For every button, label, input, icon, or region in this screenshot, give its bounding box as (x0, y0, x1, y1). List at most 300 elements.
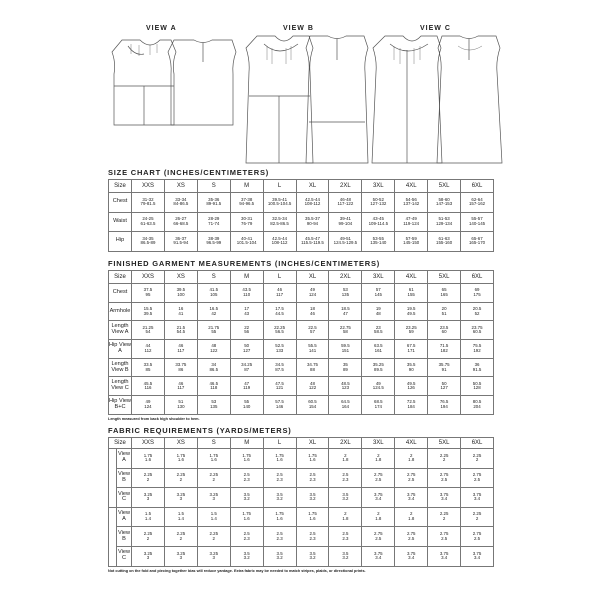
metric-value: 146 (275, 403, 284, 409)
metric-value: 2.3 (309, 476, 316, 482)
imperial-value: 3.75 (374, 550, 383, 556)
imperial-value: 72.5 (406, 399, 416, 405)
imperial-value: 22.5 (308, 324, 317, 330)
metric-value: 89.5 (374, 366, 383, 372)
value-cell (329, 340, 362, 359)
row-label: Hip View A (109, 340, 132, 359)
imperial-value: 57 (375, 287, 381, 293)
value-cell (263, 212, 296, 232)
size-header-cell: L (263, 271, 296, 284)
metric-value: 133 (275, 347, 284, 353)
value-cell (329, 212, 362, 232)
metric-value: 122 (210, 347, 218, 353)
value-cell (263, 340, 296, 359)
size-header-cell: XL (296, 271, 329, 284)
imperial-value: 22 (244, 324, 250, 330)
size-header-cell: XL (296, 180, 329, 193)
imperial-value: 2.25 (472, 511, 482, 517)
size-chart-table (108, 179, 494, 252)
value-cell (230, 193, 263, 213)
metric-value: 2.5 (375, 476, 382, 482)
value-cell (197, 527, 230, 547)
value-cell (329, 232, 362, 252)
metric-value: 2.5 (441, 476, 448, 482)
value-cell (164, 358, 197, 377)
imperial-value: 47-49 (405, 216, 417, 222)
imperial-value: 3.5 (309, 550, 316, 556)
metric-value: 1.6 (276, 457, 283, 463)
imperial-value: 2.5 (243, 472, 250, 478)
metric-value: 60.5 (472, 329, 482, 335)
imperial-value: 28-29 (208, 216, 220, 222)
value-cell (132, 193, 165, 213)
row-label: View B (117, 468, 132, 488)
imperial-value: 3.25 (176, 491, 186, 497)
finished-measurements-body (109, 271, 494, 415)
value-cell (230, 449, 263, 469)
metric-value: 2.3 (309, 535, 316, 541)
imperial-value: 16 (178, 305, 184, 311)
metric-value: 151 (341, 347, 350, 353)
metric-value: 192 (473, 347, 481, 353)
value-cell (230, 321, 263, 340)
fabric-width-label (109, 507, 117, 566)
metric-value: 2.3 (342, 535, 349, 541)
value-cell (230, 212, 263, 232)
metric-value: 2 (475, 516, 479, 522)
size-header-cell: S (197, 271, 230, 284)
metric-value: 157-162 (468, 201, 486, 207)
value-cell (197, 449, 230, 469)
metric-value: 3.4 (473, 555, 481, 561)
imperial-value: 2.5 (342, 472, 349, 478)
value-cell (230, 232, 263, 252)
value-cell (132, 212, 165, 232)
metric-value: 119 (243, 385, 251, 391)
metric-value: 82.5-86.5 (270, 220, 289, 226)
metric-value: 1.4 (210, 516, 217, 522)
size-header-cell: XS (164, 438, 197, 449)
size-header-cell: M (230, 271, 263, 284)
metric-value: 3.2 (243, 496, 250, 502)
table-row (109, 302, 494, 321)
imperial-value: 2.75 (374, 472, 383, 478)
value-cell (428, 358, 461, 377)
imperial-value: 41.5 (209, 287, 219, 293)
table-row (109, 358, 494, 377)
metric-value: 2.5 (408, 535, 415, 541)
imperial-value: 35 (342, 361, 348, 367)
table-row (109, 321, 494, 340)
value-cell (164, 212, 197, 232)
metric-value: 2.3 (342, 476, 349, 482)
metric-value: 145-150 (403, 240, 420, 246)
row-label: View A (117, 507, 132, 527)
metric-value: 49.5 (406, 310, 416, 316)
metric-value: 91.5 (472, 366, 482, 372)
imperial-value: 45.5 (143, 380, 153, 386)
value-cell (197, 302, 230, 321)
value-cell (362, 396, 395, 415)
size-header-cell: 4XL (395, 180, 428, 193)
imperial-value: 1.75 (143, 452, 153, 458)
value-cell (428, 212, 461, 232)
value-cell (230, 488, 263, 508)
imperial-value: 2 (377, 452, 380, 458)
value-cell (362, 193, 395, 213)
value-cell (164, 193, 197, 213)
imperial-value: 23.75 (471, 324, 483, 330)
value-cell (428, 284, 461, 303)
metric-value: 46 (310, 310, 315, 316)
metric-value: 1.8 (342, 516, 349, 522)
metric-value: 3.2 (276, 496, 283, 502)
imperial-value: 3.75 (374, 491, 383, 497)
value-cell (461, 212, 494, 232)
imperial-value: 49.5 (406, 380, 416, 386)
imperial-value: 20 (441, 305, 447, 311)
row-label: Length View A (109, 321, 132, 340)
metric-value: 2.5 (375, 535, 382, 541)
size-header-label: Size (109, 438, 132, 449)
imperial-value: 1.5 (144, 511, 152, 517)
value-cell (230, 546, 263, 566)
metric-value: 86.5 (209, 366, 219, 372)
value-cell (329, 321, 362, 340)
value-cell (461, 232, 494, 252)
size-header-cell: 3XL (362, 180, 395, 193)
value-cell (197, 468, 230, 488)
value-cell (132, 468, 165, 488)
metric-value: 1.6 (276, 516, 283, 522)
metric-value: 3.2 (243, 555, 250, 561)
value-cell (296, 340, 329, 359)
value-cell (296, 321, 329, 340)
size-header-cell: S (197, 438, 230, 449)
metric-value: 122 (308, 385, 317, 391)
size-header-cell: 6XL (461, 438, 494, 449)
value-cell (362, 507, 395, 527)
value-cell (329, 507, 362, 527)
value-cell (164, 507, 197, 527)
imperial-value: 3.5 (342, 550, 349, 556)
imperial-value: 55 (244, 399, 250, 405)
value-cell (461, 284, 494, 303)
imperial-value: 3.75 (439, 491, 449, 497)
imperial-value: 2.5 (243, 531, 250, 537)
imperial-value: 3.5 (243, 491, 250, 497)
value-cell (461, 468, 494, 488)
value-cell (461, 546, 494, 566)
value-cell (197, 546, 230, 566)
imperial-value: 33-34 (175, 196, 187, 202)
metric-value: 42 (211, 310, 217, 316)
value-cell (164, 468, 197, 488)
imperial-value: 63.5 (374, 343, 383, 349)
metric-value: 1.8 (342, 457, 349, 463)
value-cell (164, 284, 197, 303)
imperial-value: 38-39 (208, 235, 220, 241)
value-cell (395, 527, 428, 547)
imperial-value: 48 (310, 380, 315, 386)
metric-value: 128 (473, 385, 481, 391)
metric-value: 1.8 (375, 516, 382, 522)
value-cell (197, 340, 230, 359)
value-cell (461, 302, 494, 321)
imperial-value: 39.5-41 (272, 196, 288, 202)
value-cell (296, 546, 329, 566)
metric-value: 59 (408, 329, 414, 335)
metric-value: 60 (441, 329, 447, 335)
value-cell (395, 377, 428, 396)
view-b-label: VIEW B (283, 25, 314, 32)
imperial-value: 1.75 (308, 452, 317, 458)
value-cell (428, 396, 461, 415)
value-cell (362, 358, 395, 377)
size-header-cell: XXS (132, 438, 165, 449)
value-cell (461, 449, 494, 469)
value-cell (395, 488, 428, 508)
metric-value: 161 (374, 347, 382, 353)
imperial-value: 35-36 (208, 196, 220, 202)
value-cell (329, 396, 362, 415)
size-header-cell: 2XL (329, 271, 362, 284)
value-cell (362, 468, 395, 488)
size-header-cell: 5XL (428, 271, 461, 284)
value-cell (164, 396, 197, 415)
metric-value: 116 (144, 385, 152, 391)
metric-value: 123 (341, 385, 350, 391)
metric-value: 86.5-89 (140, 240, 156, 246)
imperial-value: 59.5 (341, 343, 350, 349)
value-cell (428, 232, 461, 252)
metric-value: 127 (243, 347, 251, 353)
value-cell (230, 396, 263, 415)
value-cell (230, 507, 263, 527)
row-label: Hip View B+C (109, 396, 132, 415)
value-cell (329, 193, 362, 213)
header-row (109, 438, 494, 449)
imperial-value: 2.75 (472, 531, 482, 537)
imperial-value: 3.5 (243, 550, 250, 556)
imperial-value: 33.75 (175, 361, 187, 367)
fabric-requirements-title: FABRIC REQUIREMENTS (YARDS/METERS) (108, 426, 292, 435)
value-cell (395, 358, 428, 377)
metric-value: 1.4 (177, 516, 184, 522)
imperial-value: 2 (344, 511, 347, 517)
imperial-value: 54-56 (405, 196, 417, 202)
metric-value: 2.3 (276, 476, 283, 482)
value-cell (296, 193, 329, 213)
metric-value: 41 (178, 310, 184, 316)
imperial-value: 2.75 (439, 531, 449, 537)
metric-value: 1.6 (144, 457, 152, 463)
size-header-cell: XS (164, 271, 197, 284)
metric-value: 43 (244, 310, 250, 316)
metric-value: 135 (341, 291, 350, 297)
metric-value: 2 (475, 457, 479, 463)
imperial-value: 46-48 (339, 196, 351, 202)
imperial-value: 57.5 (275, 399, 284, 405)
imperial-value: 3.25 (209, 550, 219, 556)
fabric-note: Not cutting on the fold and piecing together bias will reduce yardage. Extra fabric may be needed to match stripes, plaids, or directional prints. (108, 569, 366, 573)
imperial-value: 44 (145, 343, 151, 349)
imperial-value: 55-57 (471, 216, 483, 222)
value-cell (428, 302, 461, 321)
finished-measurements-title: FINISHED GARMENT MEASUREMENTS (INCHES/CENTIMETERS) (108, 259, 381, 268)
size-chart-title: SIZE CHART (INCHES/CENTIMETERS) (108, 168, 270, 177)
value-cell (132, 449, 165, 469)
metric-value: 154 (308, 403, 317, 409)
value-cell (395, 396, 428, 415)
metric-value: 184 (407, 403, 415, 409)
value-cell (461, 396, 494, 415)
value-cell (329, 377, 362, 396)
imperial-value: 3.5 (276, 550, 283, 556)
metric-value: 174 (374, 403, 382, 409)
metric-value: 89-91.5 (206, 201, 222, 207)
imperial-value: 51-53 (438, 216, 450, 222)
imperial-value: 37.5 (143, 287, 153, 293)
size-header-cell: 3XL (362, 271, 395, 284)
imperial-value: 19.5 (406, 305, 416, 311)
imperial-value: 1.75 (242, 511, 251, 517)
row-label: Length View C (109, 377, 132, 396)
imperial-value: 68.5 (374, 399, 383, 405)
value-cell (164, 377, 197, 396)
value-cell (362, 546, 395, 566)
metric-value: 140 (243, 403, 251, 409)
imperial-value: 50-52 (372, 196, 384, 202)
metric-value: 164 (341, 403, 350, 409)
value-cell (329, 449, 362, 469)
metric-value: 117-122 (337, 201, 354, 207)
size-header-cell: 4XL (395, 271, 428, 284)
metric-value: 91 (441, 366, 447, 372)
value-cell (296, 527, 329, 547)
imperial-value: 46 (277, 287, 283, 293)
value-cell (197, 321, 230, 340)
imperial-value: 2.75 (472, 472, 482, 478)
metric-value: 165 (440, 291, 448, 297)
metric-value: 124.5 (372, 385, 384, 391)
imperial-value: 1.5 (177, 511, 184, 517)
metric-value: 2.5 (473, 476, 481, 482)
imperial-value: 2.25 (176, 472, 186, 478)
size-header-cell: 2XL (329, 180, 362, 193)
metric-value: 2.5 (441, 535, 448, 541)
imperial-value: 49-51 (339, 235, 351, 241)
size-header-label: Size (109, 271, 132, 284)
imperial-value: 2.25 (143, 531, 153, 537)
row-label: View C (117, 546, 132, 566)
imperial-value: 52.5 (275, 343, 284, 349)
view-c-back-sketch (437, 36, 502, 163)
size-header-label: Size (109, 180, 132, 193)
metric-value: 1.6 (177, 457, 184, 463)
imperial-value: 43.5 (242, 287, 251, 293)
metric-value: 117 (177, 385, 185, 391)
metric-value: 87.5 (275, 366, 284, 372)
row-label: Hip (109, 232, 132, 252)
value-cell (428, 507, 461, 527)
value-cell (362, 284, 395, 303)
size-header-cell: 2XL (329, 438, 362, 449)
imperial-value: 61-63 (438, 235, 450, 241)
value-cell (132, 302, 165, 321)
value-cell (428, 468, 461, 488)
size-header-cell: L (263, 180, 296, 193)
imperial-value: 69 (474, 287, 480, 293)
metric-value: 48 (375, 310, 381, 316)
value-cell (263, 507, 296, 527)
row-label: Chest (109, 284, 132, 303)
value-cell (197, 488, 230, 508)
metric-value: 87 (244, 366, 250, 372)
metric-value: 52 (474, 310, 480, 316)
imperial-value: 76.5 (439, 399, 449, 405)
metric-value: 115.5-119.5 (301, 240, 324, 246)
imperial-value: 24-25 (142, 216, 154, 222)
length-note: Length measured from back high shoulder to hem. (108, 417, 200, 421)
imperial-value: 45.5-47 (305, 235, 320, 241)
metric-value: 3.2 (309, 555, 316, 561)
imperial-value: 20.5 (472, 305, 482, 311)
metric-value: 3 (179, 496, 183, 502)
imperial-value: 1.75 (275, 452, 284, 458)
value-cell (230, 302, 263, 321)
value-cell (263, 449, 296, 469)
value-cell (197, 232, 230, 252)
value-cell (197, 212, 230, 232)
imperial-value: 53 (342, 287, 348, 293)
metric-value: 1.8 (375, 457, 382, 463)
value-cell (263, 193, 296, 213)
fabric-requirements-body (109, 438, 494, 567)
value-cell (296, 488, 329, 508)
value-cell (329, 527, 362, 547)
metric-value: 121 (275, 385, 284, 391)
imperial-value: 15.5 (143, 305, 153, 311)
imperial-value: 34-35 (142, 235, 154, 241)
imperial-value: 19 (375, 305, 381, 311)
imperial-value: 3.5 (276, 491, 283, 497)
imperial-value: 30-31 (241, 216, 253, 222)
imperial-value: 61 (408, 287, 414, 293)
imperial-value: 16.5 (209, 305, 219, 311)
imperial-value: 2 (377, 511, 380, 517)
table-row (109, 507, 494, 527)
imperial-value: 49 (145, 399, 151, 405)
value-cell (461, 358, 494, 377)
metric-value: 1.8 (408, 457, 415, 463)
imperial-value: 42.5-44 (305, 196, 320, 202)
view-a-label: VIEW A (146, 25, 177, 32)
value-cell (230, 358, 263, 377)
imperial-value: 1.75 (275, 511, 284, 517)
row-label: View A (117, 449, 132, 469)
size-header-cell: M (230, 438, 263, 449)
value-cell (132, 340, 165, 359)
imperial-value: 3.5 (309, 491, 316, 497)
imperial-value: 34 (211, 361, 217, 367)
imperial-value: 23 (375, 324, 381, 330)
imperial-value: 2.75 (374, 531, 383, 537)
imperial-value: 2.25 (439, 511, 449, 517)
imperial-value: 3.75 (472, 491, 482, 497)
metric-value: 2 (212, 476, 215, 482)
view-c-label: VIEW C (420, 25, 451, 32)
